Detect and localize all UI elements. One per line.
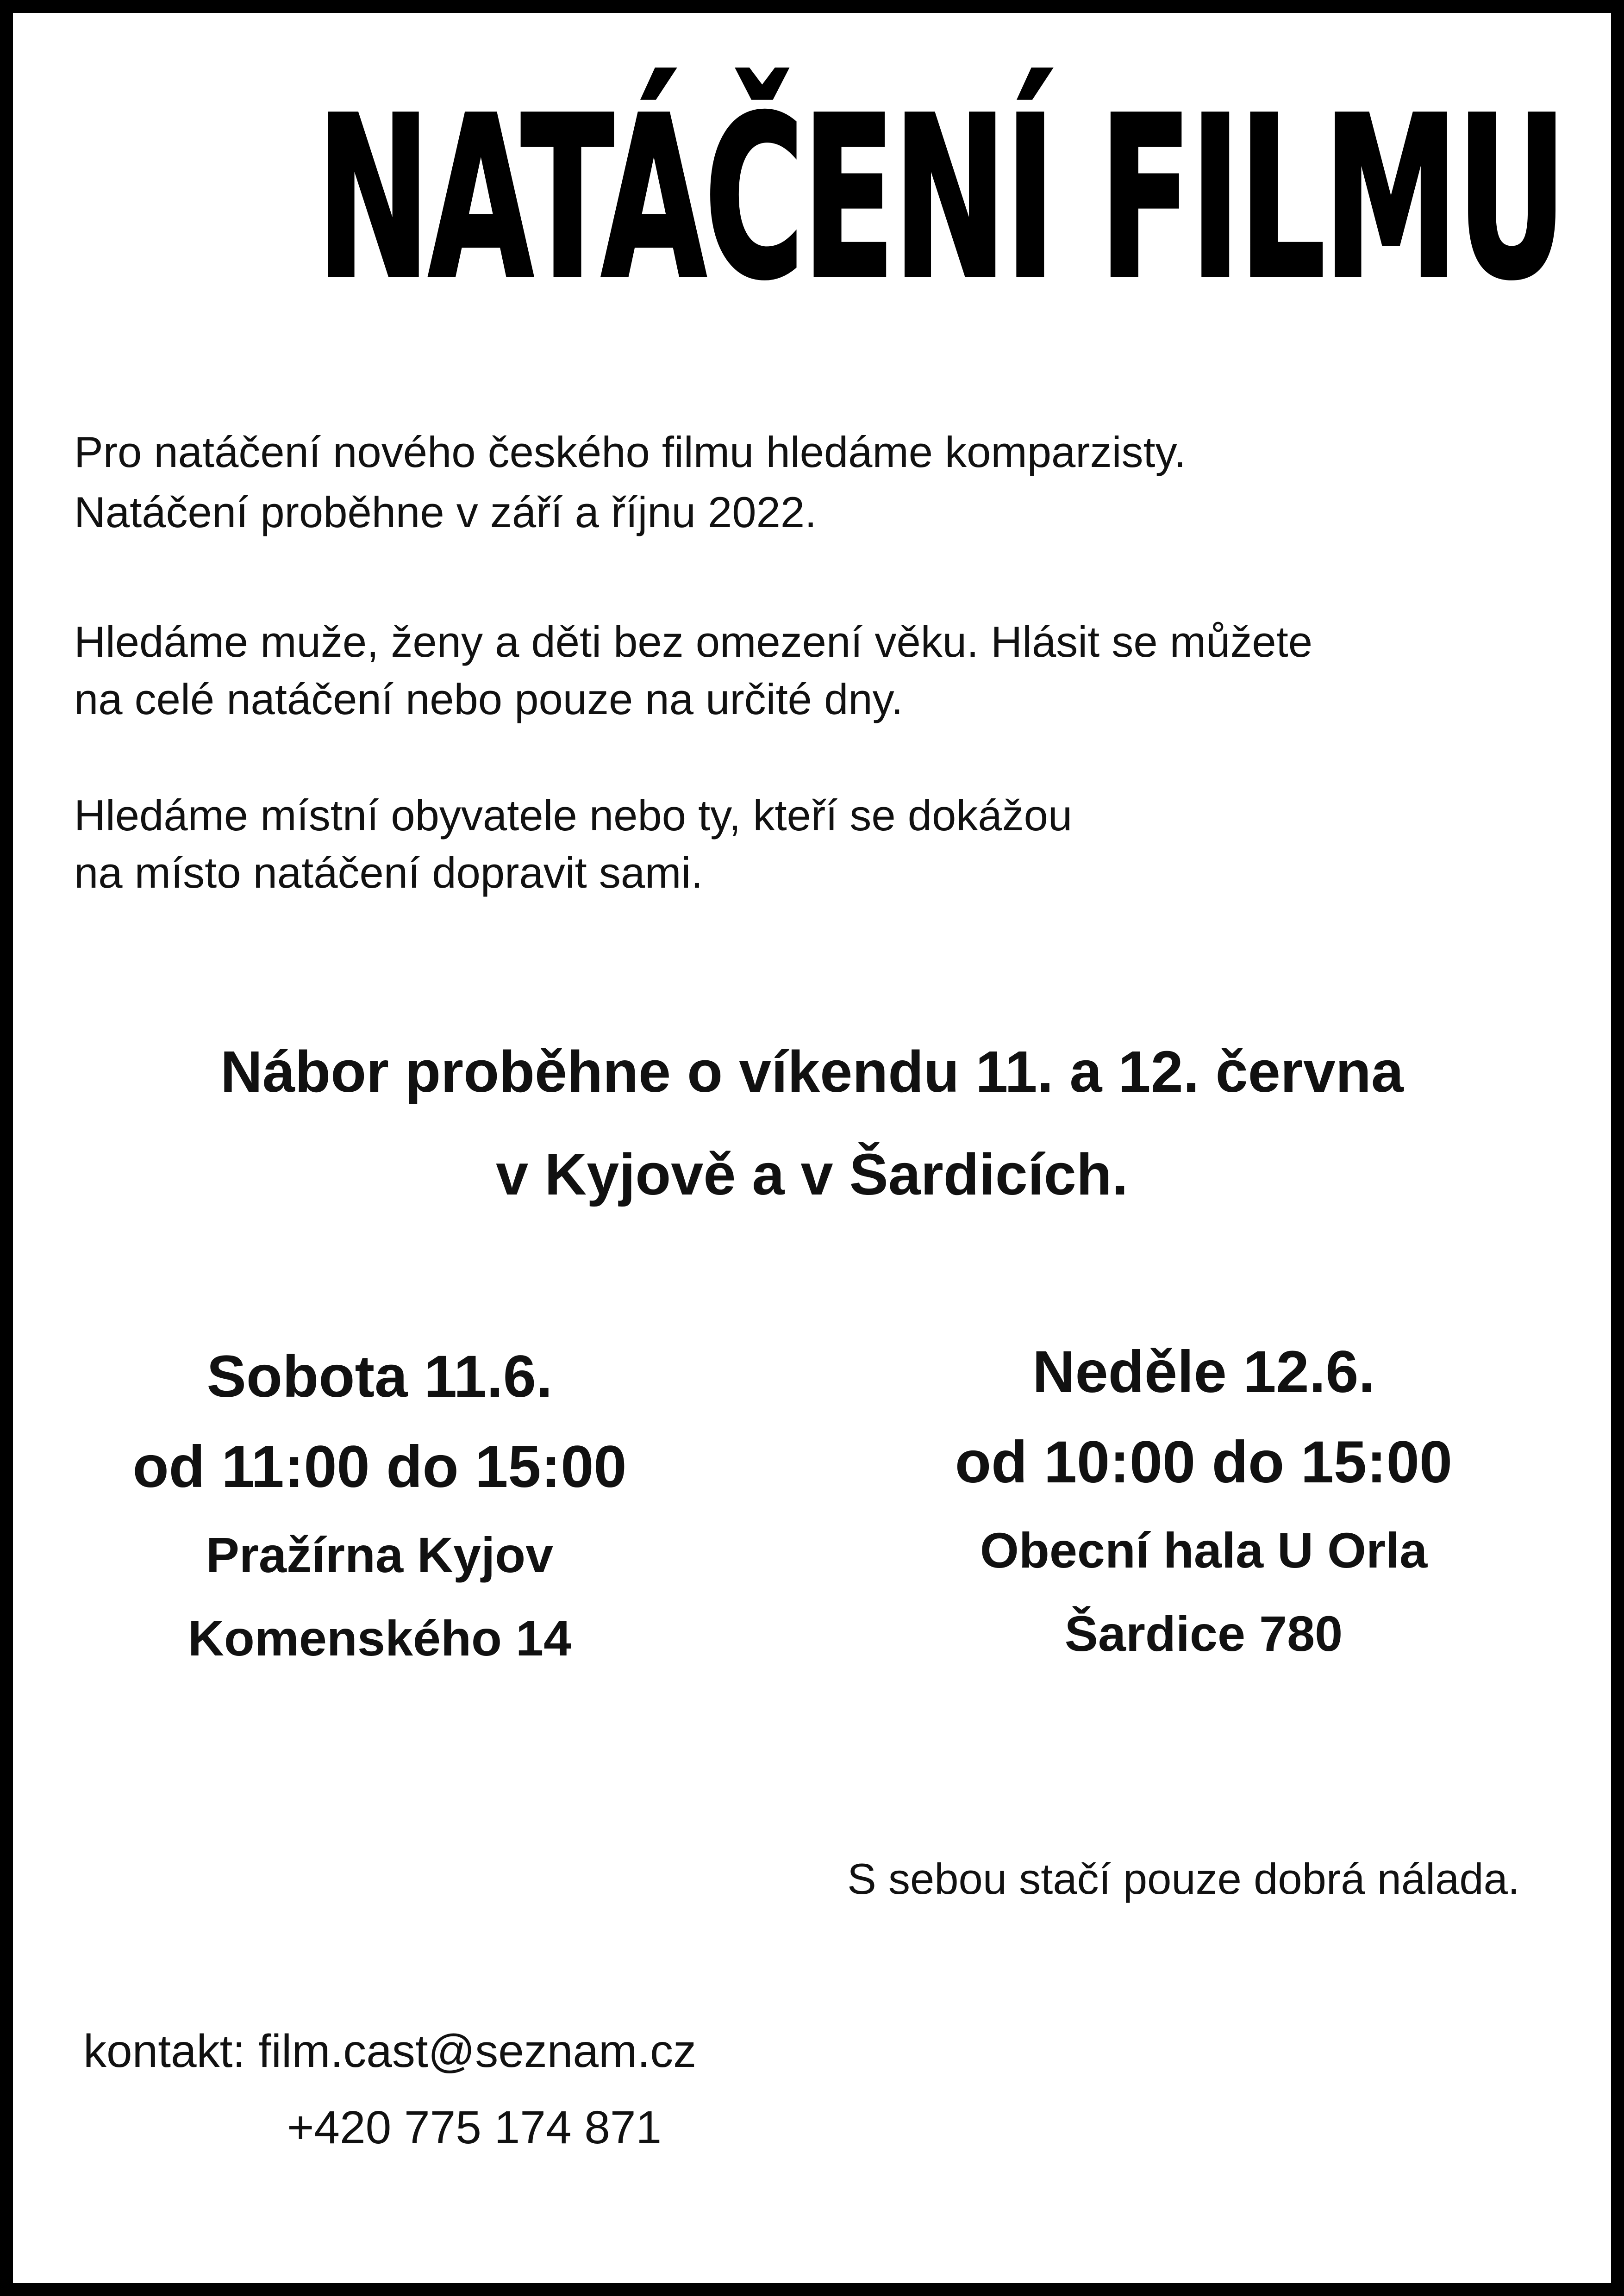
- saturday-block: [83, 1333, 676, 1680]
- poster-title: NATÁČENÍ FILMU: [317, 69, 1565, 328]
- contact-email: kontakt: film.cast@seznam.cz: [83, 2025, 697, 2077]
- locals-paragraph: [74, 787, 1072, 902]
- locals-line-2: na místo natáčení dopravit sami.: [74, 848, 703, 897]
- mood-note: S sebou stačí pouze dobrá nálada.: [847, 1854, 1520, 1903]
- saturday-address: Komenského 14: [187, 1610, 572, 1666]
- intro-line-2: Natáčení proběhne v září a říjnu 2022.: [74, 488, 817, 536]
- intro-line-1: Pro natáčení nového českého filmu hledáme komparzisty.: [74, 428, 1186, 476]
- saturday-day: Sobota 11.6.: [206, 1344, 553, 1410]
- search-paragraph: [74, 613, 1312, 728]
- contact-phone: +420 775 174 871: [287, 2102, 662, 2153]
- sunday-day: Neděle 12.6.: [1032, 1339, 1375, 1405]
- recruitment-announcement: [0, 1020, 1624, 1226]
- search-line-2: na celé natáčení nebo pouze na určité dny.: [74, 675, 903, 723]
- sunday-hours: od 10:00 do 15:00: [955, 1429, 1453, 1495]
- saturday-hours: od 11:00 do 15:00: [132, 1434, 627, 1500]
- search-line-1: Hledáme muže, ženy a děti bez omezení věku. Hlásit se můžete: [74, 617, 1313, 666]
- sunday-address: Šardice 780: [1064, 1605, 1343, 1661]
- recruitment-line-2: v Kyjově a v Šardicích.: [496, 1142, 1128, 1207]
- saturday-place: Pražírna Kyjov: [206, 1527, 554, 1583]
- locals-line-1: Hledáme místní obyvatele nebo ty, kteří se dokážou: [74, 791, 1073, 840]
- recruitment-line-1: Nábor proběhne o víkendu 11. a 12. června: [220, 1039, 1404, 1104]
- sunday-place: Obecní hala U Orla: [980, 1522, 1428, 1578]
- contact-block: [83, 2013, 696, 2166]
- sunday-block: [893, 1328, 1514, 1675]
- intro-paragraph: [74, 423, 1186, 541]
